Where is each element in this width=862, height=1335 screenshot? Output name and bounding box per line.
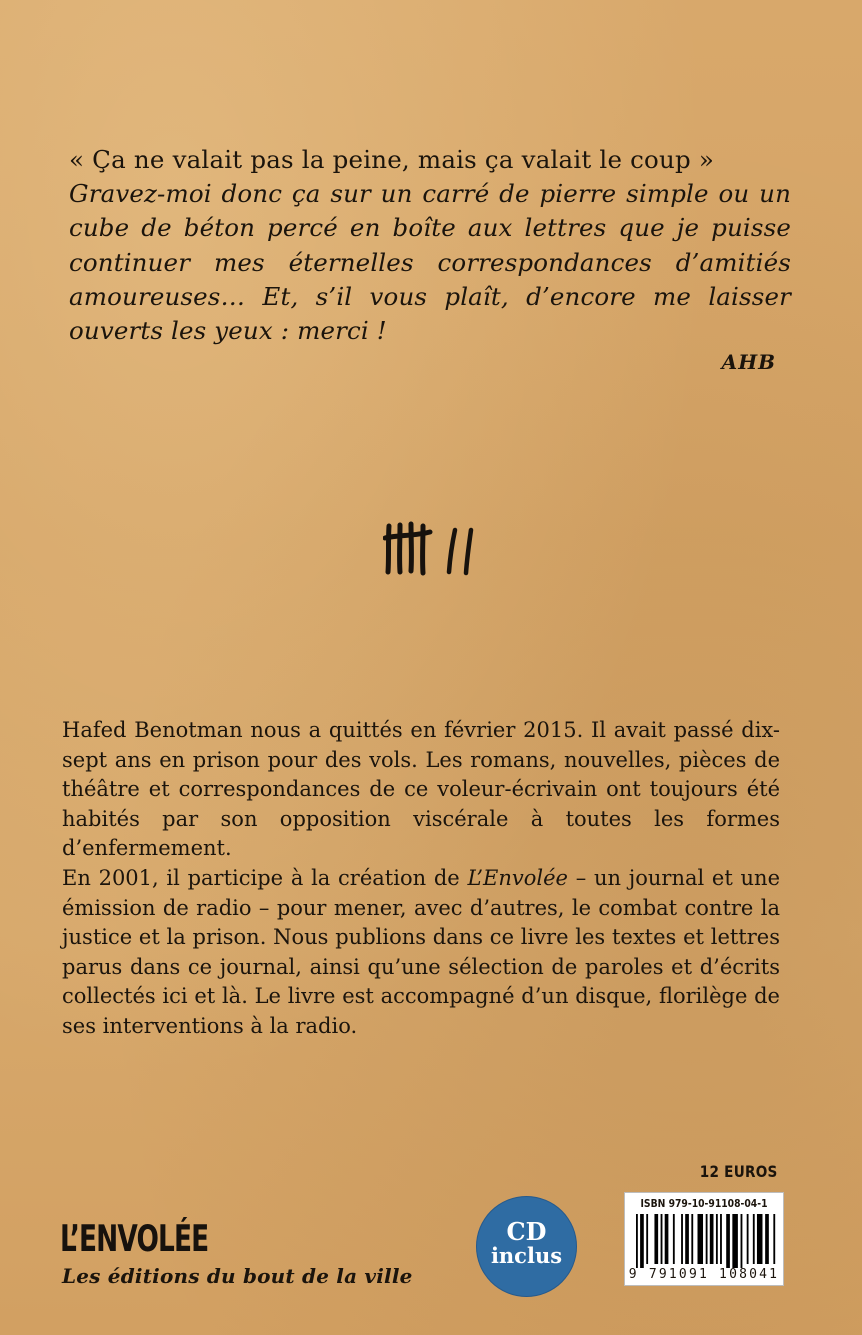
back-cover-quote bbox=[69, 143, 791, 348]
barcode-bar bbox=[665, 1214, 669, 1264]
paragraph-2-start: En 2001, il participe à la création de bbox=[62, 865, 468, 890]
barcode-bar bbox=[710, 1214, 714, 1264]
barcode-bar bbox=[720, 1214, 722, 1264]
barcode-bar bbox=[646, 1214, 648, 1264]
barcode-bar bbox=[661, 1214, 663, 1264]
journal-title: L’Envolée bbox=[467, 865, 568, 890]
description-paragraph-1: Hafed Benotman nous a quittés en février 2015. Il avait passé dix-sept ans en prison pour des vols. Les romans, nouvelles, pièces de théâtre et correspondances de ce voleur-écrivain ont toujours été habités par son opposition viscérale à toutes les formes d’enfermement. bbox=[62, 718, 780, 861]
paragraph-2-end: – un journal et une émission de radio – pour mener, avec d’autres, le combat contre la justice et la prison. Nous publions dans ce livre les textes et lettres parus dans ce journal, ainsi qu’une sélection de paroles et d’écrits collectés ici et là. Le livre est accompagné d’un disque, florilège de ses interventions à la radio. bbox=[62, 865, 781, 1038]
book-description bbox=[62, 716, 780, 1042]
tally-marks-icon bbox=[383, 516, 495, 576]
barcode-bar bbox=[716, 1214, 718, 1264]
barcode-bar bbox=[765, 1214, 769, 1264]
barcode-bar bbox=[741, 1214, 743, 1268]
barcode-bar bbox=[747, 1214, 749, 1264]
barcode-bar bbox=[757, 1214, 763, 1264]
quote-headline: « Ça ne valait pas la peine, mais ça valait le coup » bbox=[69, 145, 715, 174]
barcode-bar bbox=[773, 1214, 775, 1264]
barcode-bar bbox=[685, 1214, 689, 1264]
barcode-bar bbox=[636, 1214, 638, 1268]
cd-badge-line2: inclus bbox=[490, 1243, 563, 1268]
barcode-bar bbox=[673, 1214, 675, 1264]
barcode-digits: 9 791091 108041 bbox=[628, 1267, 780, 1282]
quote-text: Gravez-moi donc ça sur un carré de pierre simple ou un cube de béton percé en boîte aux lettres que je puisse continuer mes éternelles correspondances d’amitiés amoureuses… Et, s’il vous plaît, d’encore me laisser ouverts les yeux : merci ! bbox=[69, 179, 791, 346]
barcode-bar bbox=[753, 1214, 755, 1264]
barcode-bar bbox=[732, 1214, 738, 1268]
barcode-bar bbox=[698, 1214, 704, 1264]
publisher-name: Les éditions du bout de la ville bbox=[62, 1264, 413, 1288]
isbn-label: ISBN 979-10-91108-04-1 bbox=[640, 1198, 768, 1210]
quote-signature: AHB bbox=[721, 350, 776, 374]
publisher-logo: L’ENVOLÉE bbox=[60, 1218, 209, 1261]
isbn-barcode bbox=[624, 1192, 784, 1286]
barcode-bar bbox=[640, 1214, 644, 1268]
barcode-bar bbox=[681, 1214, 683, 1264]
barcode-bar bbox=[726, 1214, 730, 1268]
description-paragraph-2 bbox=[62, 864, 780, 1042]
price-label: 12 EUROS bbox=[700, 1162, 778, 1181]
cd-badge-line1: CD bbox=[506, 1217, 547, 1246]
barcode-bar bbox=[706, 1214, 708, 1264]
barcode-bars bbox=[634, 1214, 776, 1268]
barcode-bar bbox=[691, 1214, 693, 1264]
cd-included-badge bbox=[476, 1196, 577, 1297]
barcode-bar bbox=[654, 1214, 658, 1264]
